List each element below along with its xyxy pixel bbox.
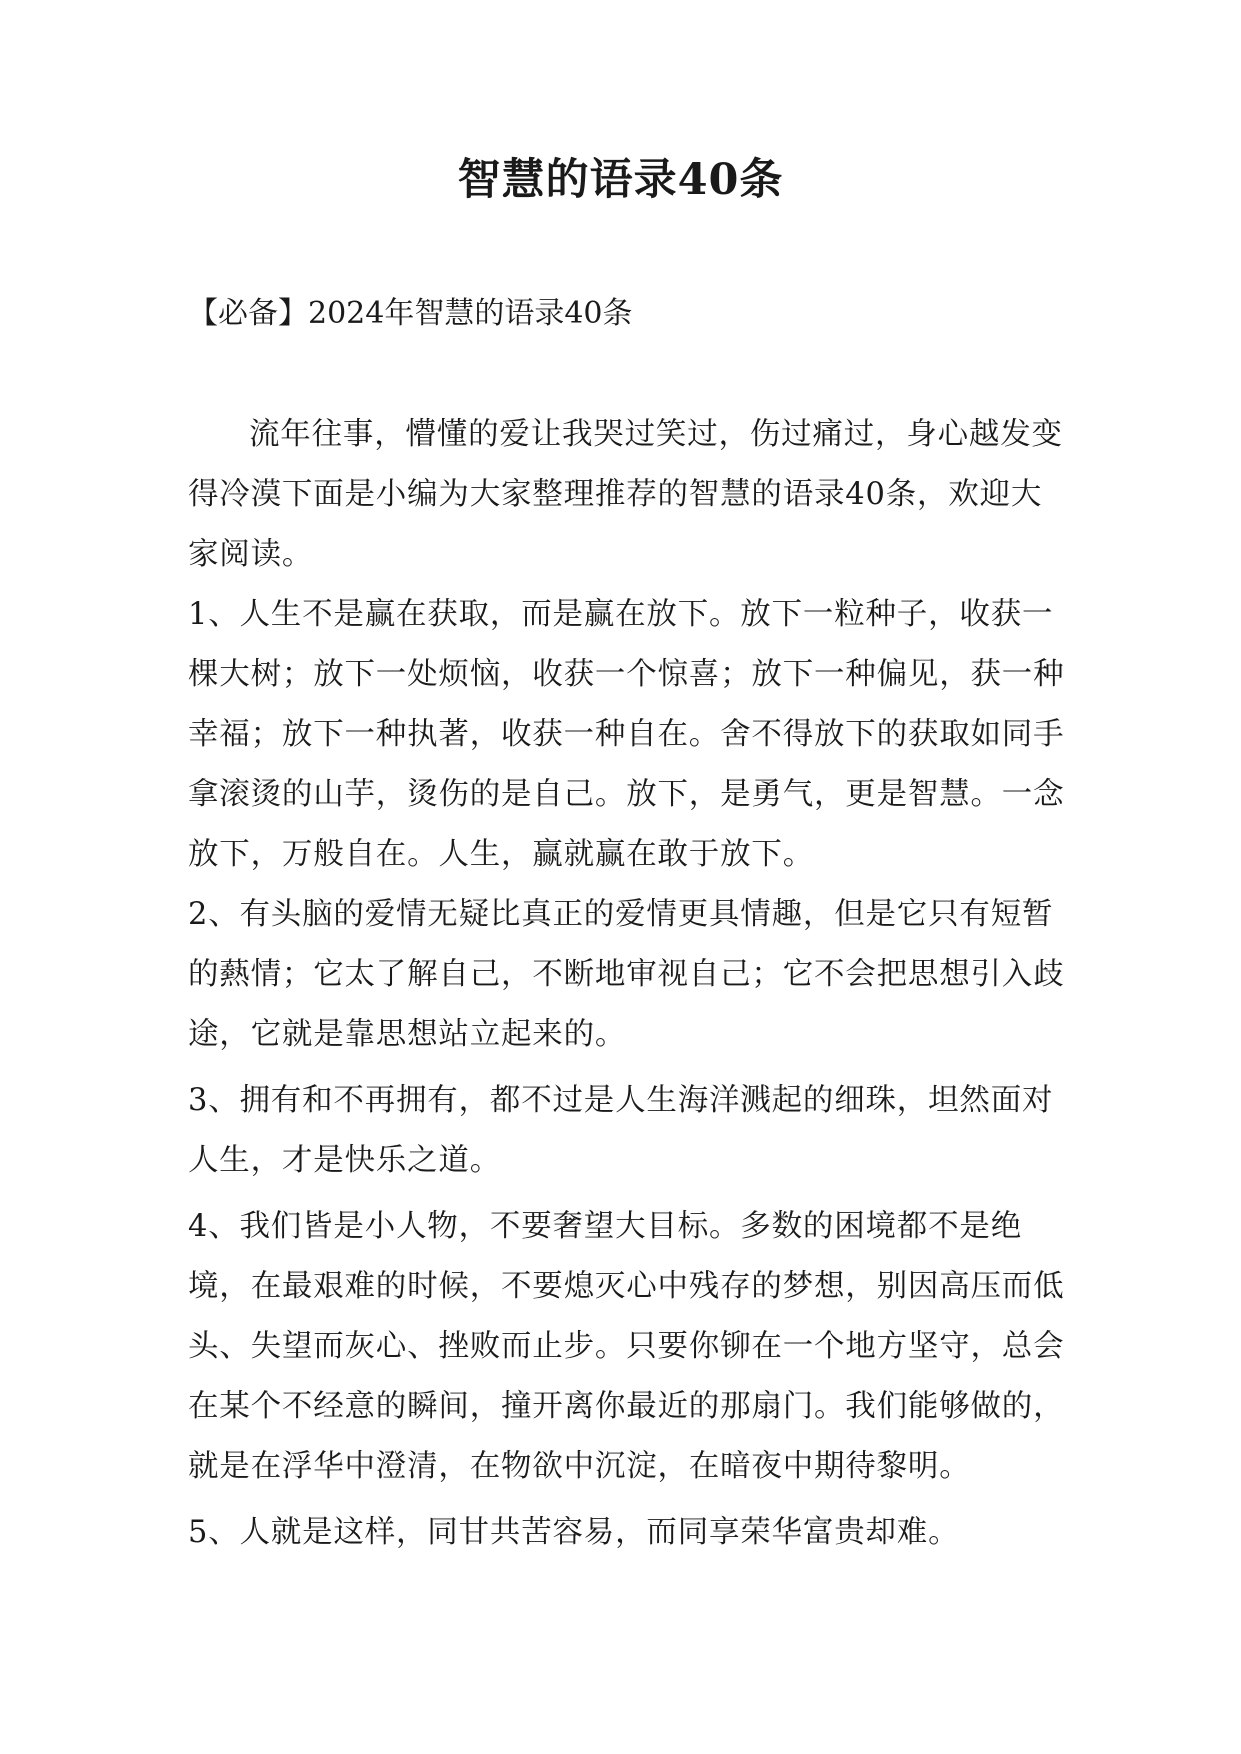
document-body — [188, 405, 1068, 1563]
quote-item-2: 2、有头脑的爱情无疑比真正的爱情更具情趣，但是它只有短暂的爇情；它太了解自己，不断地审视自己；它不会把思想引入歧途，它就是靠思想站立起来的。 — [188, 897, 1065, 1052]
quote-item-3: 3、拥有和不再拥有，都不过是人生海洋溅起的细珠，坦然面对人生，才是快乐之道。 — [188, 1083, 1054, 1178]
document-title: 智慧的语录40条 — [457, 155, 784, 205]
document-subtitle: 【必备】2024年智慧的语录40条 — [188, 296, 633, 331]
quote-item-4: 4、我们皆是小人物，不要奢望大目标。多数的困境都不是绝境，在最艰难的时候，不要熄灭心中残存的梦想，别因高压而低头、失望而灰心、挫败而止步。只要你铆在一个地方坚守，总会在某个不经意的瞬间，撞开离你最近的那扇门。我们能够做的，就是在浮华中澄清，在物欲中沉淀，在暗夜中期待黎明。 — [188, 1209, 1065, 1484]
intro-paragraph: 流年往事，懵懂的爱让我哭过笑过，伤过痛过，身心越发变得冷漠下面是小编为大家整理推荐的智慧的语录40条，欢迎大家阅读。 — [188, 417, 1063, 572]
quote-item-1: 1、人生不是赢在获取，而是赢在放下。放下一粒种子，收获一棵大树；放下一处烦恼，收获一个惊喜；放下一种偏见，获一种幸福；放下一种执著，收获一种自在。舍不得放下的获取如同手拿滚烫的山芋，烫伤的是自己。放下，是勇气，更是智慧。一念放下，万般自在。人生，赢就赢在敢于放下。 — [188, 597, 1065, 872]
quote-item-5: 5、人就是这样，同甘共苦容易，而同享荣华富贵却难。 — [188, 1515, 960, 1550]
